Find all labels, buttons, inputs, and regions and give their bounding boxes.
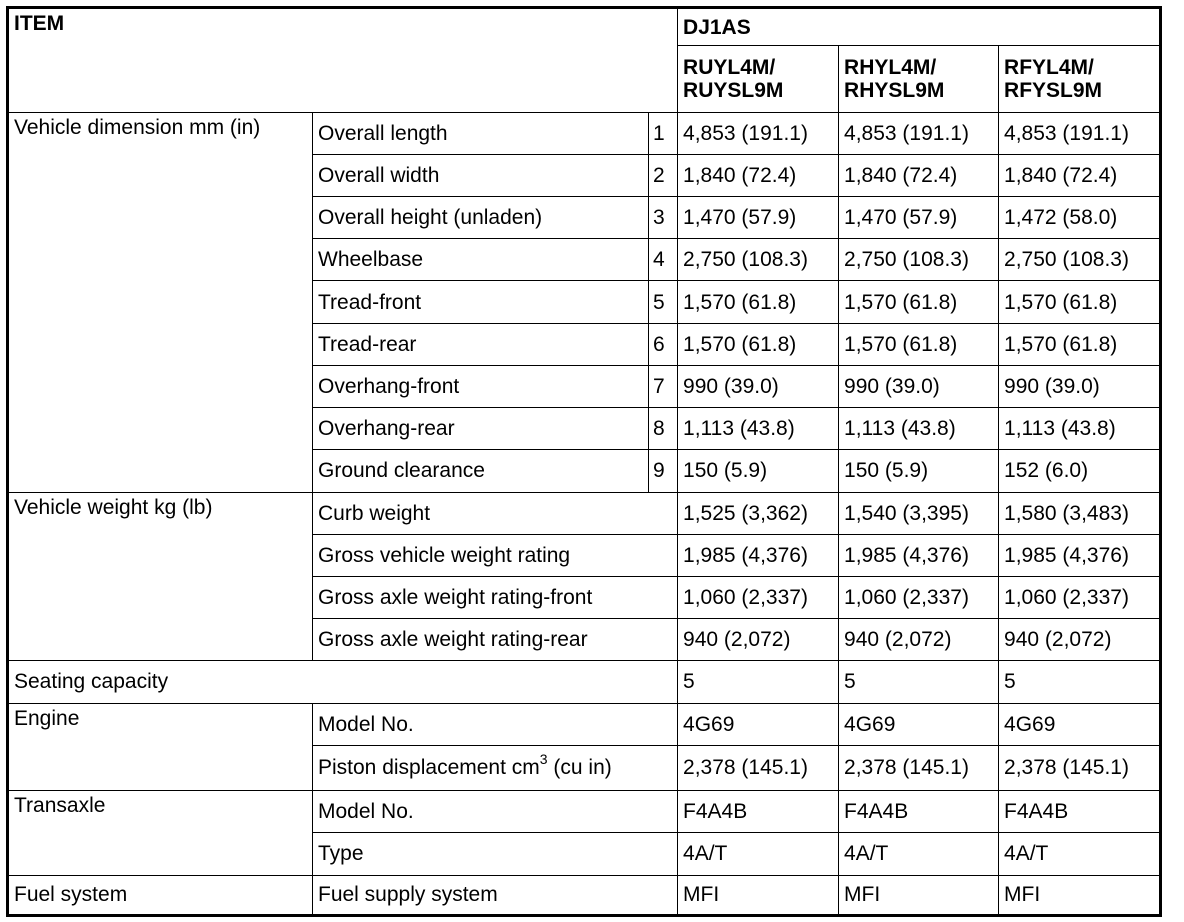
value-cell: 1,470 (57.9): [839, 197, 999, 239]
row-label: Overall height (unladen): [313, 197, 649, 239]
value-cell: F4A4B: [839, 791, 999, 833]
value-cell: 1,570 (61.8): [678, 281, 839, 323]
value-cell: 1,840 (72.4): [999, 154, 1161, 196]
value-cell: 4G69: [839, 703, 999, 745]
value-cell: 4,853 (191.1): [839, 112, 999, 154]
model-header: RHYL4M/ RHYSL9M: [839, 46, 999, 112]
value-cell: 1,580 (3,483): [999, 492, 1161, 534]
value-cell: 1,570 (61.8): [839, 281, 999, 323]
value-cell: 940 (2,072): [999, 619, 1161, 661]
value-cell: 2,750 (108.3): [999, 239, 1161, 281]
row-number: 6: [649, 323, 678, 365]
value-cell: 1,060 (2,337): [839, 576, 999, 618]
group-label-engine: Engine: [8, 703, 313, 790]
row-label: Overhang-front: [313, 365, 649, 407]
row-label: Gross axle weight rating-front: [313, 576, 678, 618]
row-label: Type: [313, 833, 678, 875]
value-cell: 5: [999, 661, 1161, 703]
value-cell: F4A4B: [678, 791, 839, 833]
value-cell: 2,378 (145.1): [839, 745, 999, 790]
row-number: 2: [649, 154, 678, 196]
row-number: 1: [649, 112, 678, 154]
value-cell: 1,060 (2,337): [678, 576, 839, 618]
row-label: Overall length: [313, 112, 649, 154]
value-cell: 940 (2,072): [839, 619, 999, 661]
value-cell: 990 (39.0): [999, 365, 1161, 407]
value-cell: 150 (5.9): [839, 450, 999, 492]
value-cell: 150 (5.9): [678, 450, 839, 492]
group-label-fuel: Fuel system: [8, 875, 313, 915]
row-number: 9: [649, 450, 678, 492]
value-cell: 4A/T: [999, 833, 1161, 875]
value-cell: 4G69: [678, 703, 839, 745]
seating-capacity-label: Seating capacity: [8, 661, 678, 703]
row-label-displacement: Piston displacement $cm^3$ (cu in): [313, 745, 678, 790]
value-cell: 2,750 (108.3): [839, 239, 999, 281]
model-header: RFYL4M/ RFYSL9M: [999, 46, 1161, 112]
value-cell: 940 (2,072): [678, 619, 839, 661]
row-label: Ground clearance: [313, 450, 649, 492]
row-label: Curb weight: [313, 492, 678, 534]
value-cell: 1,985 (4,376): [999, 534, 1161, 576]
value-cell: 5: [678, 661, 839, 703]
item-header: ITEM: [8, 8, 678, 113]
row-label: Wheelbase: [313, 239, 649, 281]
model-header: RUYL4M/ RUYSL9M: [678, 46, 839, 112]
group-label-transaxle: Transaxle: [8, 791, 313, 875]
value-cell: 4A/T: [678, 833, 839, 875]
value-cell: MFI: [678, 875, 839, 915]
value-cell: 990 (39.0): [678, 365, 839, 407]
value-cell: F4A4B: [999, 791, 1161, 833]
value-cell: 1,570 (61.8): [999, 281, 1161, 323]
value-cell: 1,525 (3,362): [678, 492, 839, 534]
value-cell: 4G69: [999, 703, 1161, 745]
value-cell: 4,853 (191.1): [999, 112, 1161, 154]
row-label: Tread-front: [313, 281, 649, 323]
value-cell: 1,840 (72.4): [678, 154, 839, 196]
row-number: 4: [649, 239, 678, 281]
value-cell: 1,113 (43.8): [678, 408, 839, 450]
row-label: Model No.: [313, 791, 678, 833]
value-cell: 1,840 (72.4): [839, 154, 999, 196]
spec-table: [6, 6, 1162, 917]
value-cell: 1,570 (61.8): [999, 323, 1161, 365]
value-cell: 990 (39.0): [839, 365, 999, 407]
value-cell: 1,472 (58.0): [999, 197, 1161, 239]
value-cell: 1,540 (3,395): [839, 492, 999, 534]
value-cell: 5: [839, 661, 999, 703]
row-number: 7: [649, 365, 678, 407]
value-cell: 1,113 (43.8): [999, 408, 1161, 450]
value-cell: 2,750 (108.3): [678, 239, 839, 281]
row-label: Model No.: [313, 703, 678, 745]
value-cell: 1,985 (4,376): [839, 534, 999, 576]
row-label: Fuel supply system: [313, 875, 678, 915]
value-cell: 4A/T: [839, 833, 999, 875]
value-cell: 2,378 (145.1): [999, 745, 1161, 790]
row-label: Tread-rear: [313, 323, 649, 365]
value-cell: 4,853 (191.1): [678, 112, 839, 154]
row-label: Overall width: [313, 154, 649, 196]
group-label-weight: Vehicle weight kg (lb): [8, 492, 313, 661]
row-number: 8: [649, 408, 678, 450]
value-cell: 1,570 (61.8): [678, 323, 839, 365]
row-label: Gross vehicle weight rating: [313, 534, 678, 576]
value-cell: 1,470 (57.9): [678, 197, 839, 239]
value-cell: 1,985 (4,376): [678, 534, 839, 576]
row-label: Gross axle weight rating-rear: [313, 619, 678, 661]
value-cell: 2,378 (145.1): [678, 745, 839, 790]
value-cell: 1,570 (61.8): [839, 323, 999, 365]
row-label: Overhang-rear: [313, 408, 649, 450]
group-label-dimension: Vehicle dimension mm (in): [8, 112, 313, 492]
row-number: 3: [649, 197, 678, 239]
value-cell: 1,060 (2,337): [999, 576, 1161, 618]
row-number: 5: [649, 281, 678, 323]
value-cell: 152 (6.0): [999, 450, 1161, 492]
value-cell: MFI: [839, 875, 999, 915]
value-cell: MFI: [999, 875, 1161, 915]
value-cell: 1,113 (43.8): [839, 408, 999, 450]
model-group-header: DJ1AS: [678, 8, 1161, 46]
